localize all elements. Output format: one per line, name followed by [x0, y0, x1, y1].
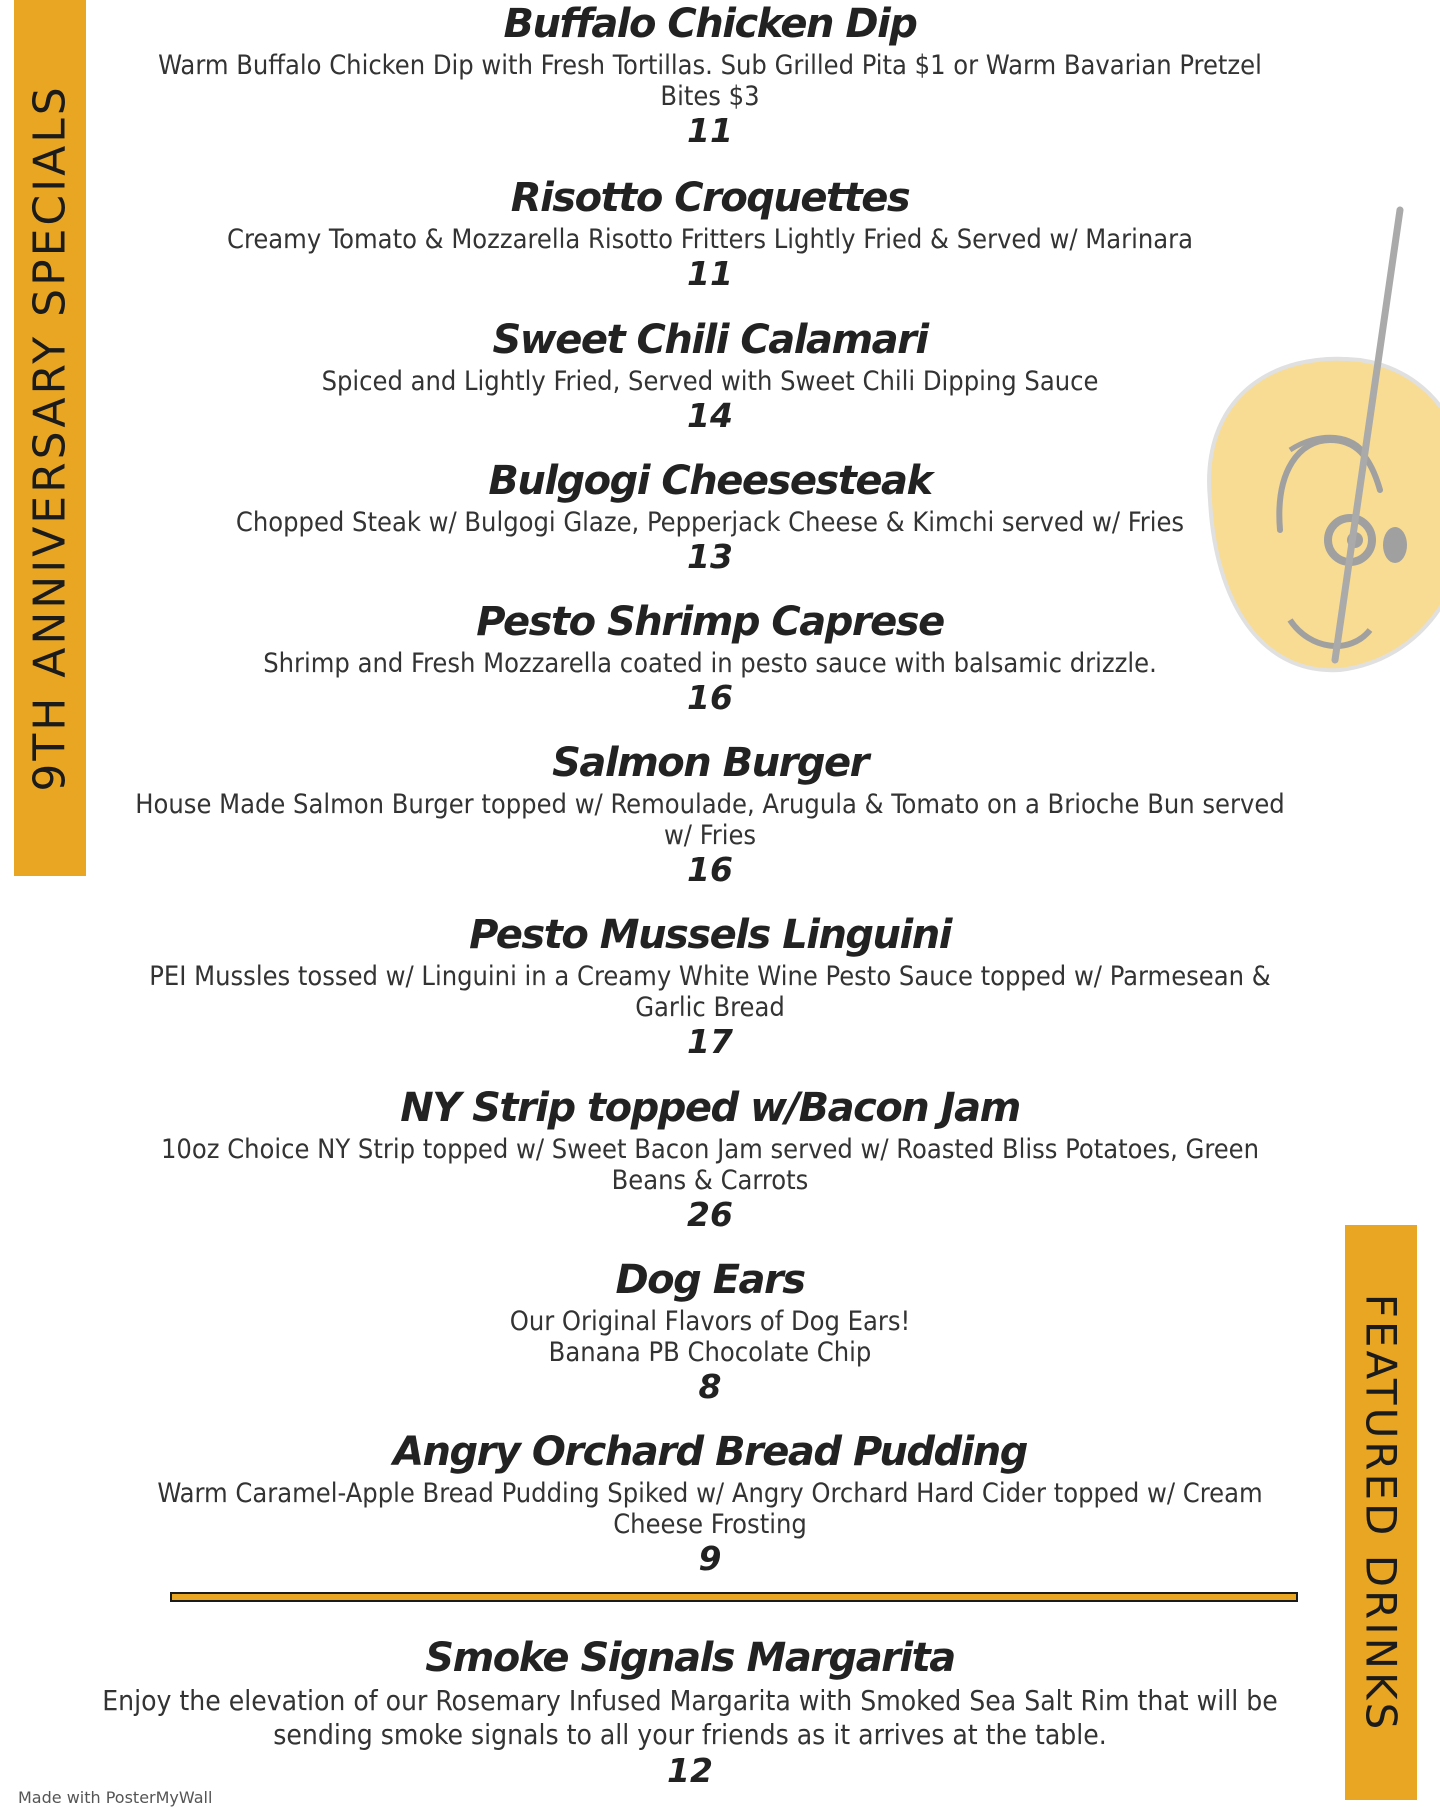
- item-description: Shrimp and Fresh Mozzarella coated in pesto sauce with balsamic drizzle.: [263, 648, 1157, 679]
- menu-item: [100, 741, 1320, 889]
- featured-drinks-label: FEATURED DRINKS: [1356, 1293, 1406, 1732]
- item-description: Creamy Tomato & Mozzarella Risotto Fritters Lightly Fried & Served w/ Marinara: [226, 224, 1194, 255]
- drink-name: Smoke Signals Margarita: [425, 1635, 955, 1681]
- item-price: 26: [687, 1195, 733, 1234]
- item-name: NY Strip topped w/Bacon Jam: [400, 1085, 1020, 1131]
- item-price: 16: [687, 850, 733, 889]
- item-name: Bulgogi Cheesesteak: [488, 458, 932, 504]
- item-price: 11: [687, 254, 733, 293]
- item-name: Buffalo Chicken Dip: [503, 1, 917, 47]
- menu-item: [100, 600, 1320, 717]
- drink-price: 12: [667, 1751, 713, 1790]
- item-description-line: Our Original Flavors of Dog Ears!: [509, 1306, 911, 1337]
- item-description: House Made Salmon Burger topped w/ Remoulade, Arugula & Tomato on a Brioche Bun served w/ Fries: [135, 789, 1285, 851]
- item-description: Spiced and Lightly Fried, Served with Sweet Chili Dipping Sauce: [321, 366, 1099, 397]
- item-price: 8: [698, 1367, 722, 1406]
- anniversary-specials-label: 9TH ANNIVERSARY SPECIALS: [24, 84, 76, 792]
- menu-item: [100, 459, 1320, 576]
- footer-credit: Made with PosterMyWall: [18, 1788, 213, 1807]
- item-name: Sweet Chili Calamari: [492, 317, 928, 363]
- menu-item: [100, 2, 1320, 150]
- featured-drinks-banner: [1345, 1225, 1417, 1800]
- item-price: 9: [698, 1539, 722, 1578]
- menu-item: [100, 1258, 1320, 1406]
- drink-description: Enjoy the elevation of our Rosemary Infused Margarita with Smoked Sea Salt Rim that will be sending smoke signals to all your friends as it arrives at the table.: [102, 1684, 1278, 1751]
- item-name: Pesto Shrimp Caprese: [476, 599, 944, 645]
- section-divider: [170, 1592, 1298, 1602]
- menu-item: [100, 1086, 1320, 1234]
- item-description-line: Banana PB Chocolate Chip: [548, 1337, 872, 1368]
- featured-drink: [70, 1636, 1310, 1790]
- item-price: 17: [687, 1022, 733, 1061]
- item-description: PEI Mussles tossed w/ Linguini in a Creamy White Wine Pesto Sauce topped w/ Parmesean & Garlic Bread: [149, 961, 1271, 1023]
- item-name: Salmon Burger: [552, 740, 868, 786]
- item-description: Warm Buffalo Chicken Dip with Fresh Tortillas. Sub Grilled Pita $1 or Warm Bavarian Pretzel Bites $3: [158, 50, 1262, 112]
- item-price: 14: [687, 396, 733, 435]
- menu-item: [100, 913, 1320, 1061]
- item-price: 11: [687, 111, 733, 150]
- item-price: 16: [687, 678, 733, 717]
- item-name: Pesto Mussels Linguini: [469, 912, 951, 958]
- anniversary-specials-banner: [14, 0, 86, 876]
- item-price: 13: [687, 537, 733, 576]
- menu-item: [100, 176, 1320, 293]
- item-name: Dog Ears: [615, 1257, 805, 1303]
- item-description: Warm Caramel-Apple Bread Pudding Spiked w/ Angry Orchard Hard Cider topped w/ Cream Cheese Frosting: [157, 1478, 1263, 1540]
- item-name: Angry Orchard Bread Pudding: [393, 1429, 1027, 1475]
- item-description: Chopped Steak w/ Bulgogi Glaze, Pepperjack Cheese & Kimchi served w/ Fries: [235, 507, 1185, 538]
- item-description: 10oz Choice NY Strip topped w/ Sweet Bacon Jam served w/ Roasted Bliss Potatoes, Green Beans & Carrots: [160, 1134, 1260, 1196]
- item-name: Risotto Croquettes: [510, 175, 910, 221]
- menu-item: [100, 1430, 1320, 1578]
- menu-item: [100, 318, 1320, 435]
